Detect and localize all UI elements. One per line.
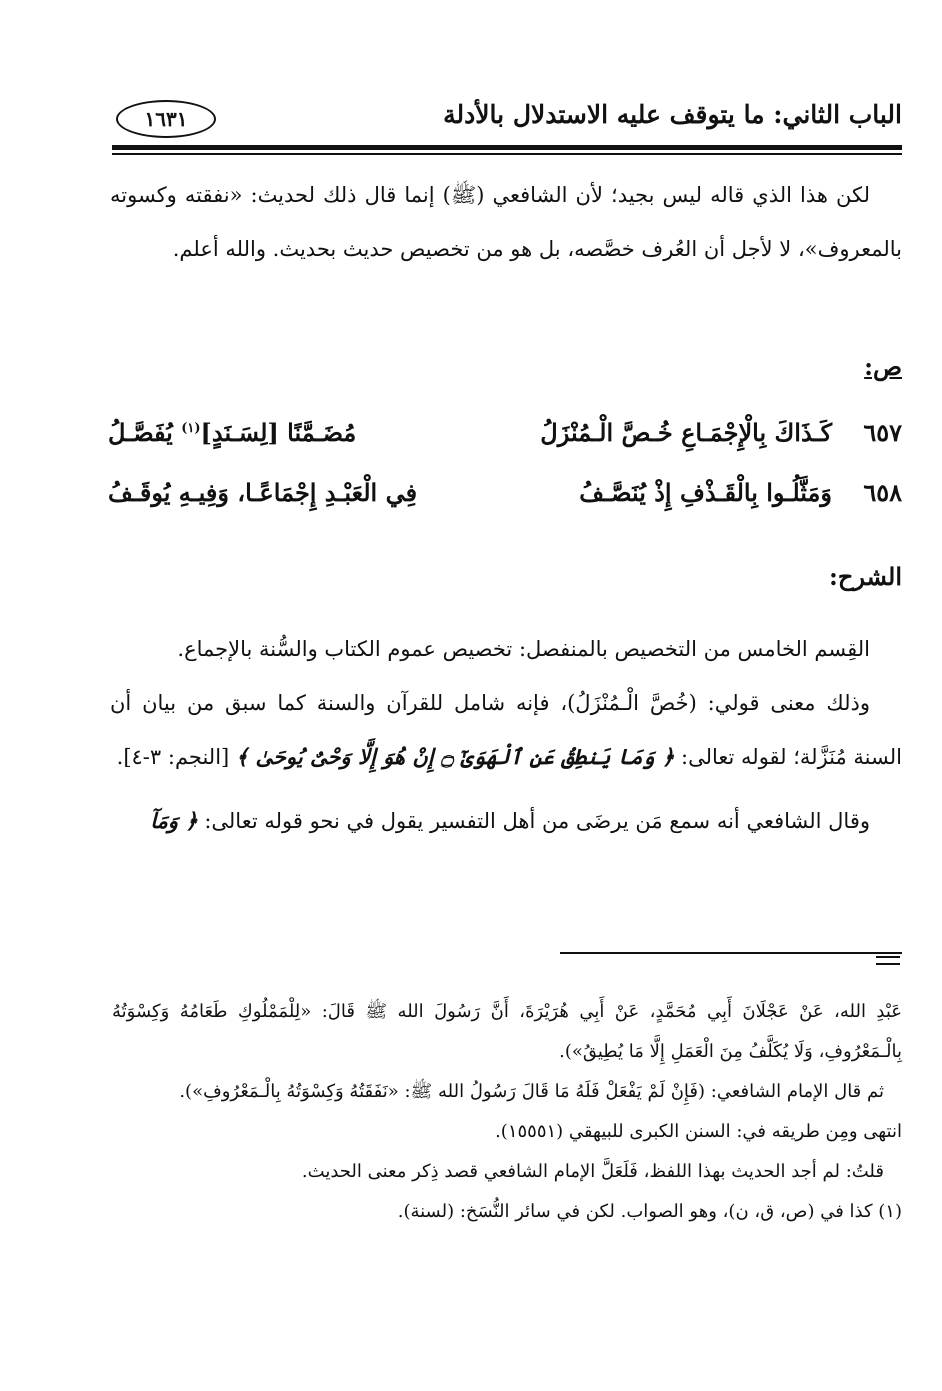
verse-second-hemistich: فِي الْعَبْـدِ إِجْمَاعًـا، وَفِيـهِ يُوقَـفُ bbox=[108, 478, 418, 507]
commentary-block bbox=[110, 622, 902, 848]
continuation-mark bbox=[876, 956, 900, 970]
paragraph-text: القِسم الخامس من التخصيص بالمنفصل: تخصيص عموم الكتاب والسُّنة بالإجماع. bbox=[177, 637, 870, 661]
footnote-line: ثم قال الإمام الشافعي: (فَإِنْ لَمْ يَفْعَلْ فَلَهُ مَا قَالَ رَسُولُ الله ﷺ: «نَفَقَتُهُ وَكِسْوَتُهُ بِالْـمَعْرُوفِ»). bbox=[179, 1081, 884, 1102]
paragraph-text bbox=[110, 794, 902, 848]
main-paragraph-1 bbox=[110, 168, 902, 276]
quran-verse: ﴿ وَمَا يَنطِقُ عَنِ ٱلْهَوَىٰٓ ۝ إِنْ هُوَ إِلَّا وَحْىٌ يُوحَىٰ ﴾ bbox=[235, 744, 675, 769]
paragraph-text-part: وذلك معنى قولي: (خُصَّ الْـمُنْزَلُ)، فإنه شامل للقرآن والسنة كما سبق من بيان أن السنة مُنَزَّلة؛ لقوله تعالى: bbox=[110, 691, 902, 769]
verse-number: ٦٥٧ bbox=[863, 418, 902, 447]
running-header bbox=[112, 96, 902, 144]
page-number-badge: ١٦٣١ bbox=[116, 100, 216, 138]
footnote-marker: (١) bbox=[181, 421, 201, 436]
paragraph-text-part: وقال الشافعي أنه سمع مَن يرضَى من أهل التفسير يقول في نحو قوله تعالى: bbox=[197, 809, 870, 833]
verse-first-hemistich: وَمَثَّلُـوا بِالْقَـذْفِ إِذْ يُنَصَّـفُ bbox=[579, 478, 832, 507]
verse-text: مُضَـمَّنًا [لِسَـنَدٍ] bbox=[200, 418, 357, 447]
footnote-line: عَبْدِ الله، عَنْ عَجْلَانَ أَبِي مُحَمَّدٍ، عَنْ أَبِي هُرَيْرَةَ، أَنَّ رَسُولَ الله ﷺ قَالَ: «لِلْمَمْلُوكِ طَعَامُهُ وَكِسْوَتُهُ بِالْـمَعْرُوفِ، وَلَا يُكَلَّفُ مِنَ الْعَمَلِ إِلَّا مَا يُطِيقُ»). bbox=[112, 1001, 902, 1062]
commentary-heading: الشرح: bbox=[829, 562, 902, 591]
header-rule-thick bbox=[112, 145, 902, 150]
chapter-title: الباب الثاني: ما يتوقف عليه الاستدلال بالأدلة bbox=[443, 100, 902, 129]
paragraph-text: لكن هذا الذي قاله ليس بجيد؛ لأن الشافعي (ﷺ) إنما قال ذلك لحديث: «نفقته وكسوته بالمعروف»، لا لأجل أن العُرف خصَّصه، بل هو من تخصيص حديث بحديث. والله أعلم. bbox=[110, 183, 902, 261]
citation: [النجم: ٣-٤]. bbox=[116, 745, 236, 769]
footnote-separator bbox=[560, 952, 902, 954]
footnote-line: قلتُ: لم أجد الحديث بهذا اللفظ، فَلَعَلَّ الإمام الشافعي قصد ذِكر معنى الحديث. bbox=[301, 1161, 884, 1182]
footnote-line: انتهى ومِن طريقه في: السنن الكبرى للبيهقي (١٥٥٥١). bbox=[495, 1121, 902, 1142]
verse-line bbox=[108, 418, 902, 462]
quran-verse: ﴿ وَمَآ bbox=[150, 808, 198, 833]
header-rule-thin bbox=[112, 153, 902, 155]
footnotes bbox=[112, 992, 902, 1232]
verse-line bbox=[108, 478, 902, 522]
verse-first-hemistich: كَـذَاكَ بِالْإِجْمَـاعِ خُـصَّ الْـمُنْزَلُ bbox=[540, 418, 832, 447]
verse-second-hemistich bbox=[108, 418, 356, 447]
verse-number: ٦٥٨ bbox=[863, 478, 902, 507]
verse-section-heading: ص: bbox=[864, 352, 902, 381]
paragraph-text bbox=[110, 676, 902, 784]
verse-text: يُفَصَّـلُ bbox=[108, 418, 182, 447]
footnote-line: (١) كذا في (ص، ق، ن)، وهو الصواب. لكن في سائر النُّسَخ: (لسنة). bbox=[397, 1201, 902, 1222]
